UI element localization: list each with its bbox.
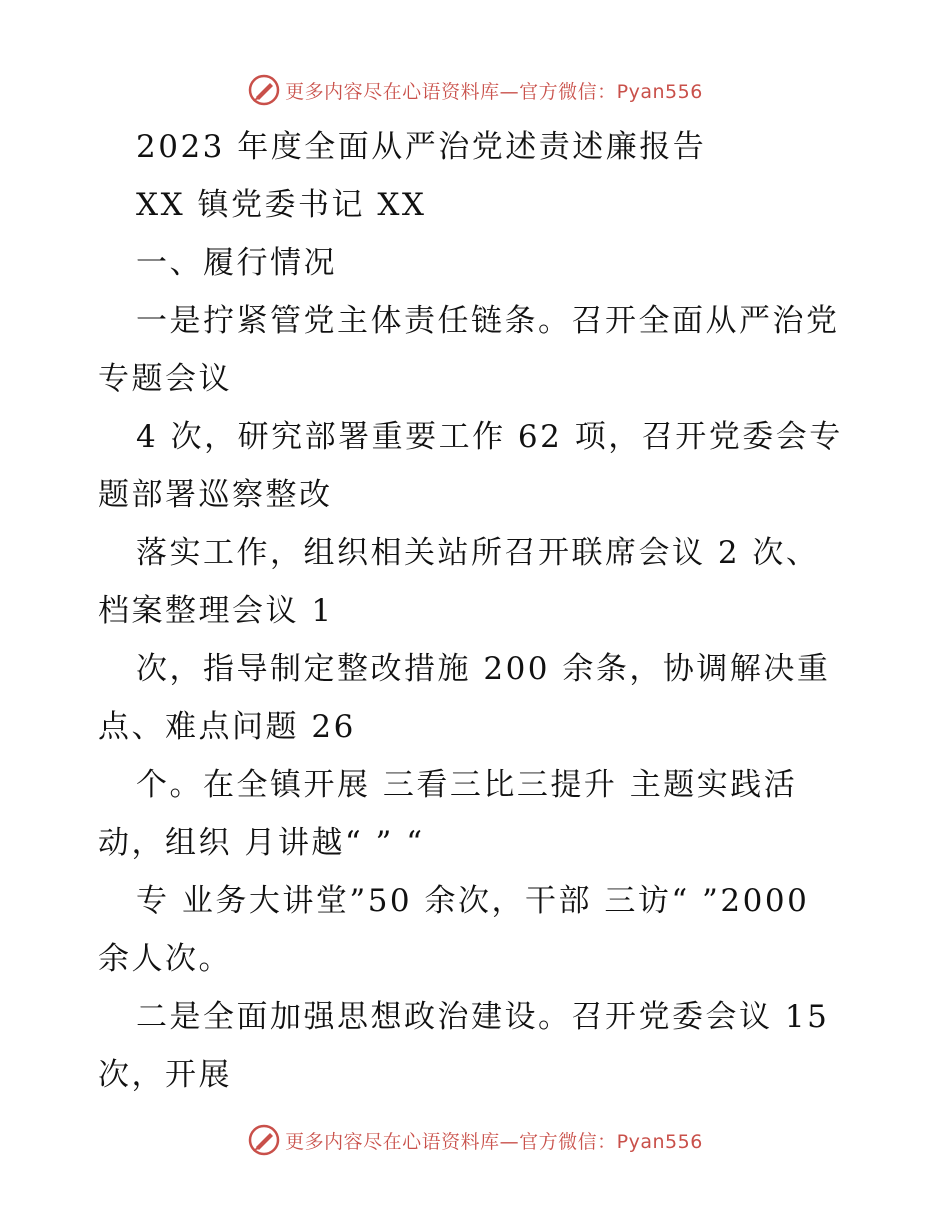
paragraph-line: 4 次，研究部署重要工作 62 项，召开党委会专 [136,419,843,455]
paragraph-line: 专 业务大讲堂”50 余次，干部 三访“ ”2000 [136,883,810,919]
document-author: XX 镇党委书记 XX [136,187,427,223]
paragraph-line: 次，指导制定整改措施 200 余条，协调解决重 [136,651,831,687]
paragraph-line: 专题会议 [98,361,232,397]
paragraph-line: 余人次。 [98,941,232,977]
paragraph-line: 落实工作，组织相关站所召开联席会议 2 次、 [136,535,820,571]
watermark-text: 更多内容尽在心语资料库—官方微信：Pyan556 [285,1130,703,1153]
paragraph-line: 个。在全镇开展 三看三比三提升 主题实践活 [136,767,798,803]
paragraph-line: 二是全面加强思想政治建设。召开党委会议 15 [136,999,830,1035]
watermark-logo-icon [247,1123,281,1157]
watermark-header [0,72,950,108]
paragraph-line: 一是拧紧管党主体责任链条。召开全面从严治党 [136,303,840,339]
paragraph-line: 点、难点问题 26 [98,709,356,745]
watermark-text: 更多内容尽在心语资料库—官方微信：Pyan556 [285,80,703,103]
paragraph-line: 档案整理会议 1 [98,593,334,629]
paragraph-line: 次，开展 [98,1057,232,1093]
section-heading: 一、履行情况 [136,245,337,281]
watermark-footer [0,1122,950,1158]
paragraph-line: 题部署巡察整改 [98,477,333,513]
document-title: 2023 年度全面从严治党述责述廉报告 [136,129,707,165]
paragraph-line: 动，组织 月讲越“ ” “ [98,825,425,861]
watermark-logo-icon [247,73,281,107]
